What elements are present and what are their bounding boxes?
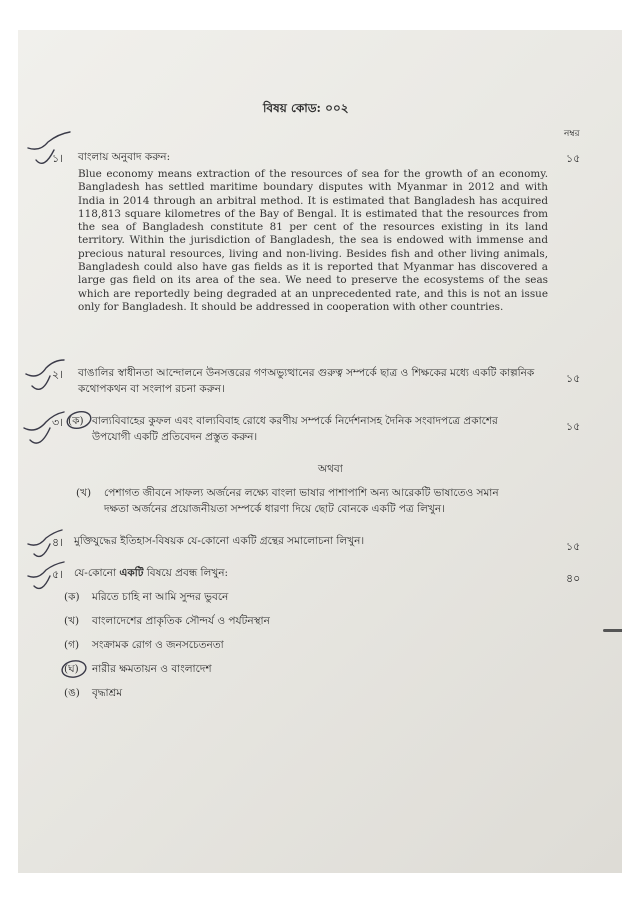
question-2-marks: ১৫	[566, 372, 581, 385]
essay-option-kha-text: বাংলাদেশের প্রাকৃতিক সৌন্দর্য ও পর্যটনস্থান	[92, 615, 270, 627]
or-separator: অথবা	[318, 463, 343, 475]
question-3-marks: ১৫	[566, 420, 581, 433]
essay-option-ga-label: (গ)	[64, 639, 80, 651]
translation-passage: Blue economy means extraction of the resources of sea for the growth of an economy. Bangladesh has settled maritime boundary disputes with Myanmar in 2012 and with India in 2014 through an arbitral method. It is estimated that Bangladesh has acquired 118,813 square kilometres of the Bay of Bengal. It is estimated that the resources from the sea of Bangladesh constitute 81 per cent of the resources existing in its land territory. Within the jurisdiction of Bangladesh, the sea is endowed with immense and precious natural resources, living and non-living. Besides fish and other living animals, Bangladesh could also have gas fields as it is reported that Myanmar has discovered a large gas field on its area of the sea. We need to preserve the ecosystems of the seas which are reportedly being degraded at an unprecedented rate, and this is not an issue only for Bangladesh. It should be addressed in cooperation with other countries.	[78, 168, 548, 313]
question-3-alt-line-2: দক্ষতা অর্জনের প্রয়োজনীয়তা সম্পর্কে ধারণা দিয়ে ছোট বোনকে একটি পত্র লিখুন।	[104, 503, 445, 515]
question-5-text-pre: যে-কোনো	[74, 567, 120, 579]
question-5-text	[74, 566, 228, 580]
question-2-line-1: বাঙালির স্বাধীনতা আন্দোলনে উনসত্তরের গণঅভ্যুত্থানের গুরুত্ব সম্পর্কে ছাত্র ও শিক্ষকের মধ্যে একটি কাল্পনিক	[78, 367, 535, 379]
question-1-instruction: বাংলায় অনুবাদ করুন:	[78, 151, 171, 163]
essay-option-ga-text: সংক্রামক রোগ ও জনসচেতনতা	[92, 639, 224, 651]
essay-option-gha-text: নারীর ক্ষমতায়ন ও বাংলাদেশ	[92, 663, 212, 675]
question-5-marks: ৪০	[566, 572, 581, 585]
question-4-number: ৪।	[52, 536, 64, 549]
subject-code-title: বিষয় কোড: ০০২	[263, 101, 349, 115]
question-4-text: মুক্তিযুদ্ধের ইতিহাস-বিষয়ক যে-কোনো একটি গ্রন্থের সমালোচনা লিখুন।	[74, 535, 365, 547]
question-4-marks: ১৫	[566, 540, 581, 553]
essay-option-uma-text: বৃদ্ধাশ্রম	[92, 687, 123, 699]
question-2-number: ২।	[52, 368, 64, 381]
tick-mark-q1	[28, 132, 70, 163]
question-3-number: ৩।	[52, 416, 64, 429]
question-5-text-bold: একটি	[119, 567, 144, 579]
essay-option-kha-label: (খ)	[64, 615, 80, 627]
question-2-line-2: কথোপকথন বা সংলাপ রচনা করুন।	[78, 383, 225, 395]
question-5-text-post: বিষয়ে প্রবন্ধ লিখুন:	[143, 567, 229, 579]
question-3-line-1: বাল্যবিবাহের কুফল এবং বাল্যবিবাহ রোধে করণীয় সম্পর্কে নির্দেশনাসহ দৈনিক সংবাদপত্রে প্রকাশের	[92, 415, 498, 427]
essay-option-ka-text: মরিতে চাহি না আমি সুন্দর ভুবনে	[92, 591, 229, 603]
marks-column-heading: নম্বর	[564, 129, 580, 139]
question-5-number: ৫।	[52, 568, 64, 581]
question-1-marks: ১৫	[566, 152, 581, 165]
question-3-option-ka-label: (ক)	[68, 415, 84, 427]
question-1-number: ১।	[52, 152, 64, 165]
question-3-alt-line-1: পেশাগত জীবনে সাফল্য অর্জনের লক্ষ্যে বাংলা ভাষার পাশাপাশি অন্য আরেকটি ভাষাতেও সমান	[104, 487, 499, 499]
question-3-option-kha-label: (খ)	[76, 487, 92, 499]
essay-option-uma-label: (ঙ)	[64, 687, 80, 699]
question-3-line-2: উপযোগী একটি প্রতিবেদন প্রস্তুত করুন।	[92, 431, 258, 443]
ink-smudge	[603, 629, 622, 632]
essay-option-ka-label: (ক)	[64, 591, 80, 603]
exam-paper	[18, 30, 622, 873]
essay-option-gha-label: (ঘ)	[64, 663, 79, 675]
